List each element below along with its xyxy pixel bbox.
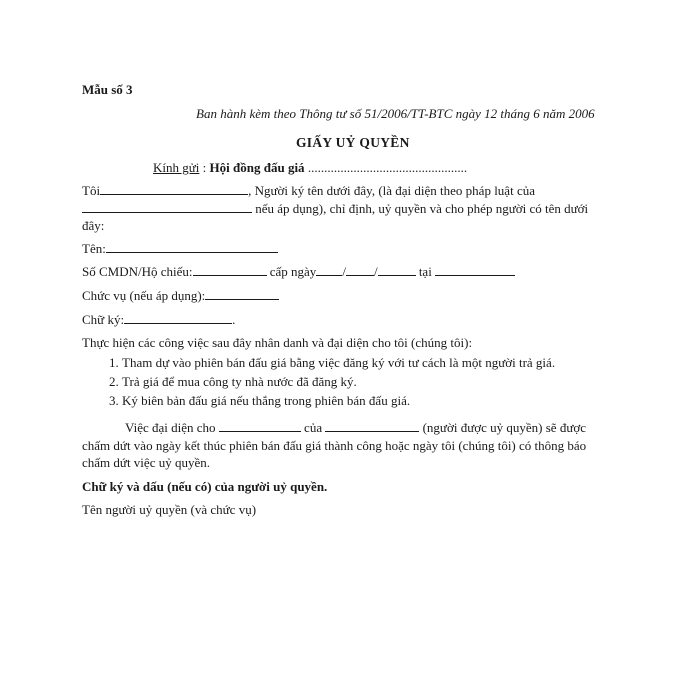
termination-line-3: chấm dứt việc uỷ quyền. bbox=[82, 455, 210, 470]
tasks-intro: Thực hiện các công việc sau đây nhân danh và đại diện cho tôi (chúng tôi): bbox=[82, 335, 473, 350]
position-label: Chức vụ (nếu áp dụng): bbox=[82, 288, 206, 303]
intro-line-3: đây: bbox=[82, 218, 105, 233]
signature-field bbox=[82, 312, 235, 328]
signature-end: . bbox=[232, 312, 236, 327]
name-field bbox=[82, 241, 278, 257]
issue-month-blank[interactable] bbox=[346, 264, 374, 276]
issue-date-label: cấp ngày bbox=[266, 264, 317, 279]
intro-toi: Tôi bbox=[82, 183, 101, 198]
recipient-label: Kính gửi bbox=[153, 160, 200, 175]
date-slash-2: / bbox=[373, 264, 378, 279]
authorizer-label: Tên người uỷ quyền (và chức vụ) bbox=[82, 502, 257, 517]
task-item: 3. Ký biên bản đấu giá nếu thắng trong phiên bán đấu giá. bbox=[122, 391, 662, 410]
id-number-blank[interactable] bbox=[193, 264, 267, 276]
recipient-line bbox=[153, 160, 467, 176]
issued-by-note: Ban hành kèm theo Thông tư số 51/2006/TT-BTC ngày 12 tháng 6 năm 2006 bbox=[196, 106, 595, 121]
recipient-separator: : bbox=[199, 160, 210, 175]
task-item: 2. Trả giá để mua công ty nhà nước đã đăng ký. bbox=[122, 372, 662, 391]
form-number: Mẫu số 3 bbox=[82, 82, 133, 97]
termination-part3: (người được uỷ quyền) sẽ được bbox=[419, 420, 587, 435]
issue-year-blank[interactable] bbox=[378, 264, 416, 276]
issue-day-blank[interactable] bbox=[316, 264, 342, 276]
recipient-name: Hội đồng đấu giá bbox=[209, 160, 305, 175]
principal-blank[interactable] bbox=[325, 420, 419, 432]
task-list bbox=[82, 353, 662, 410]
id-field bbox=[82, 264, 515, 280]
termination-part2: của bbox=[300, 420, 326, 435]
termination-line-1 bbox=[125, 420, 586, 436]
termination-part1: Việc đại diện cho bbox=[125, 420, 216, 435]
intro-line2-text: nếu áp dụng), chỉ định, uỷ quyền và cho phép người có tên dưới bbox=[252, 201, 589, 216]
name-blank[interactable] bbox=[106, 241, 278, 253]
organization-blank[interactable] bbox=[82, 201, 252, 213]
intro-line1-text: , Người ký tên dưới đây, (là đại diện theo pháp luật của bbox=[248, 183, 535, 198]
representative-blank[interactable] bbox=[219, 420, 301, 432]
id-label: Số CMDN/Hộ chiếu: bbox=[82, 264, 193, 279]
position-field bbox=[82, 288, 279, 304]
intro-line-1 bbox=[82, 183, 535, 199]
recipient-dots: ................................................. bbox=[304, 160, 468, 175]
document-title: GIẤY UỶ QUYỀN bbox=[296, 135, 410, 150]
intro-line-2 bbox=[82, 201, 588, 217]
signature-label: Chữ ký: bbox=[82, 312, 125, 327]
name-label: Tên: bbox=[82, 241, 106, 256]
termination-line-2: chấm dứt vào ngày kết thúc phiên bán đấu giá thành công hoặc ngày tôi (chúng tôi) có thông báo bbox=[82, 438, 587, 453]
issue-place-blank[interactable] bbox=[435, 264, 515, 276]
principal-name-blank[interactable] bbox=[100, 183, 248, 195]
signature-blank[interactable] bbox=[124, 312, 232, 324]
task-item: 1. Tham dự vào phiên bán đấu giá bằng việc đăng ký với tư cách là một người trả giá. bbox=[122, 353, 662, 372]
signature-heading: Chữ ký và dấu (nếu có) của người uỷ quyền. bbox=[82, 479, 328, 494]
position-blank[interactable] bbox=[205, 288, 279, 300]
place-label: tại bbox=[415, 264, 436, 279]
date-slash-1: / bbox=[342, 264, 346, 279]
